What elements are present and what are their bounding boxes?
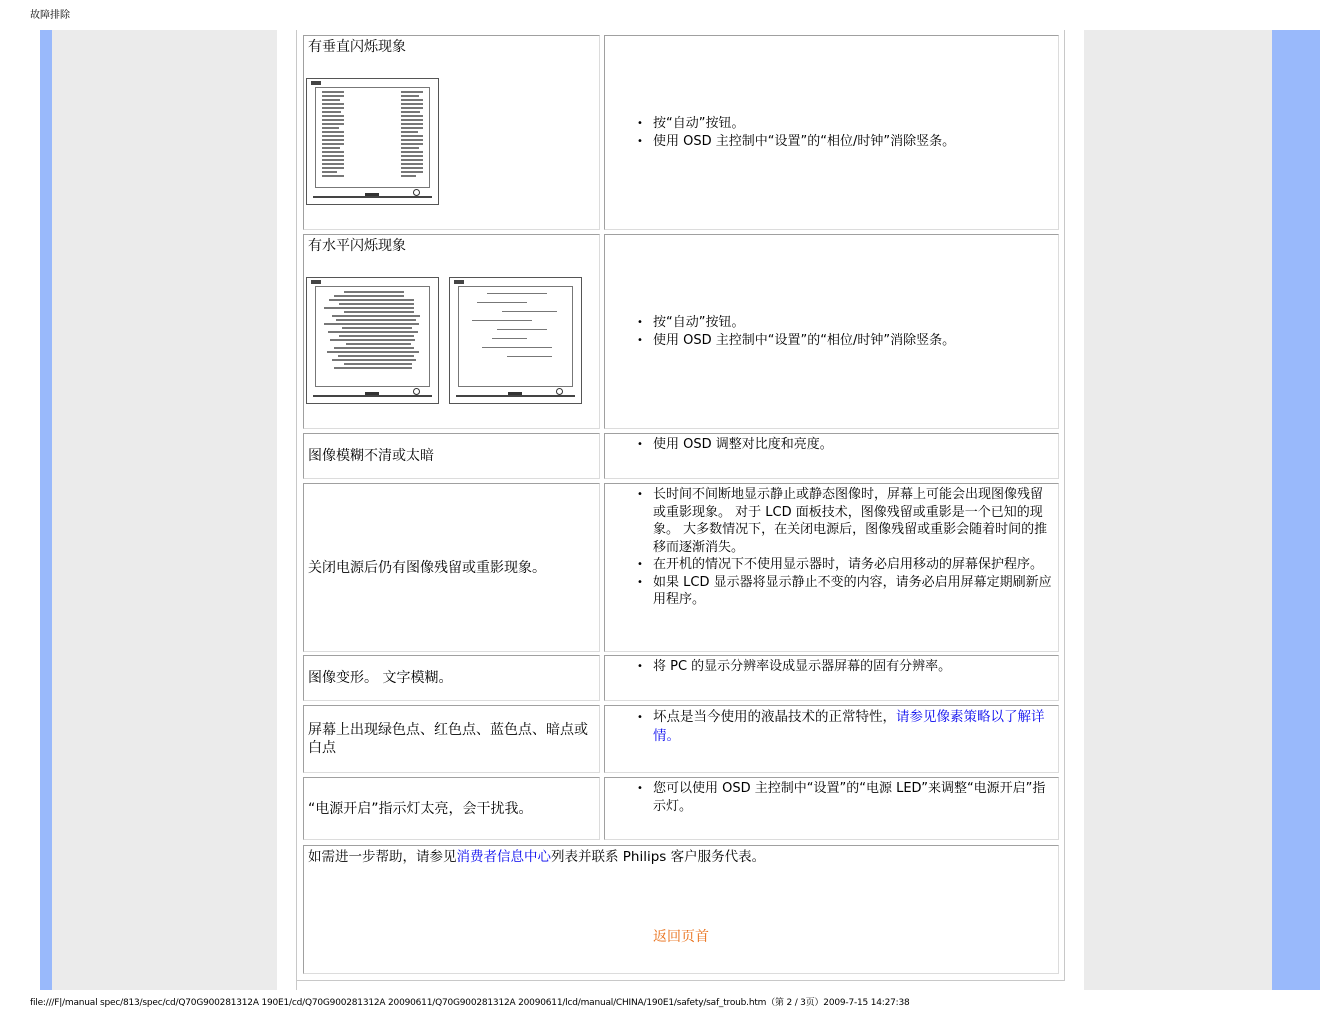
solution-item: • 长时间不间断地显示静止或静态图像时，屏幕上可能会出现图像残留或重影现象。 对于 LCD 面板技术，图像残留或重影是一个已知的现象。 大多数情况下，在关闭电源后，图像残留或重影会随着时间的推移而逐渐消失。 — [653, 486, 1054, 556]
solution-cell-vertical-flicker — [604, 35, 1059, 230]
problem-cell-vertical-flicker — [303, 35, 600, 230]
problem-title: 有水平闪烁现象 — [308, 238, 406, 254]
solution-cell-distortion — [604, 655, 1059, 701]
solution-cell-horizontal-flicker — [604, 234, 1059, 429]
solution-item: • 将 PC 的显示分辨率设成显示器屏幕的固有分辨率。 — [653, 658, 1054, 676]
problem-title: 图像变形。 文字模糊。 — [308, 670, 453, 686]
solution-item: • 使用 OSD 调整对比度和亮度。 — [653, 436, 1054, 454]
solution-cell-blurry-dark — [604, 433, 1059, 479]
right-side-stripe — [1272, 30, 1320, 990]
left-side-panel — [52, 30, 277, 990]
solution-list — [605, 708, 1058, 746]
left-side-stripe — [40, 30, 52, 990]
solution-text: 坏点是当今使用的液晶技术的正常特性， — [653, 709, 896, 725]
solution-cell-power-led — [604, 777, 1059, 840]
problem-title: 有垂直闪烁现象 — [308, 39, 406, 55]
solution-item: • 使用 OSD 主控制中“设置”的“相位/时钟”消除竖条。 — [653, 133, 955, 151]
solution-list — [605, 436, 1058, 454]
solution-item: • 按“自动”按钮。 — [653, 115, 955, 133]
page-footer-path: file:///F|/manual spec/813/spec/cd/Q70G900281312A 190E1/cd/Q70G900281312A 20090611/Q70G900281312A 20090611/lcd/manual/CHINA/190E1/safety/saf_troub.htm（第 2 / 3页）2009-7-15 14:27:38 — [30, 998, 910, 1008]
solution-cell-image-retention — [604, 483, 1059, 652]
solution-item: • 在开机的情况下不使用显示器时，请务必启用移动的屏幕保护程序。 — [653, 556, 1054, 574]
help-suffix: 列表并联系 Philips 客户服务代表。 — [551, 849, 766, 865]
solution-item — [653, 708, 1054, 746]
horizontal-flicker-reference-illustration — [449, 277, 582, 404]
solution-list — [605, 658, 1058, 676]
problem-title: 屏幕上出现绿色点、红色点、蓝色点、暗点或白点 — [308, 722, 588, 756]
solution-item: • 按“自动”按钮。 — [653, 314, 955, 332]
problem-cell-power-led — [303, 777, 600, 840]
vertical-flicker-illustration — [306, 78, 439, 205]
solution-item: • 您可以使用 OSD 主控制中“设置”的“电源 LED”来调整“电源开启”指示灯。 — [653, 780, 1054, 815]
table-frame-left — [296, 30, 297, 990]
problem-cell-blurry-dark — [303, 433, 600, 479]
problem-cell-distortion — [303, 655, 600, 701]
solution-list — [605, 486, 1058, 609]
problem-title: 关闭电源后仍有图像残留或重影现象。 — [308, 559, 546, 576]
table-frame-bottom — [296, 980, 1065, 981]
help-cell — [303, 845, 1059, 974]
table-frame-right — [1064, 30, 1065, 980]
pixel-policy-link[interactable]: 请参见像素策略以了解详情。 — [653, 709, 1045, 744]
consumer-info-center-link[interactable]: 消费者信息中心 — [456, 849, 551, 865]
help-text — [308, 848, 1054, 866]
solution-item: • 如果 LCD 显示器将显示静止不变的内容，请务必启用屏幕定期刷新应用程序。 — [653, 574, 1054, 609]
horizontal-flicker-illustration — [306, 277, 439, 404]
solution-list — [605, 115, 959, 150]
problem-cell-pixel-dots — [303, 705, 600, 773]
problem-cell-image-retention — [303, 483, 600, 652]
page-header-title: 故障排除 — [30, 10, 70, 21]
problem-cell-horizontal-flicker — [303, 234, 600, 429]
help-prefix: 如需进一步帮助，请参见 — [308, 849, 457, 865]
solution-cell-pixel-dots — [604, 705, 1059, 773]
solution-item: • 使用 OSD 主控制中“设置”的“相位/时钟”消除竖条。 — [653, 332, 955, 350]
problem-title: 图像模糊不清或太暗 — [308, 448, 434, 464]
problem-title: “电源开启”指示灯太亮，会干扰我。 — [308, 800, 533, 817]
right-side-panel — [1084, 30, 1272, 990]
back-to-top-link[interactable]: 返回页首 — [653, 929, 709, 945]
solution-list — [605, 314, 959, 349]
solution-list — [605, 780, 1058, 815]
